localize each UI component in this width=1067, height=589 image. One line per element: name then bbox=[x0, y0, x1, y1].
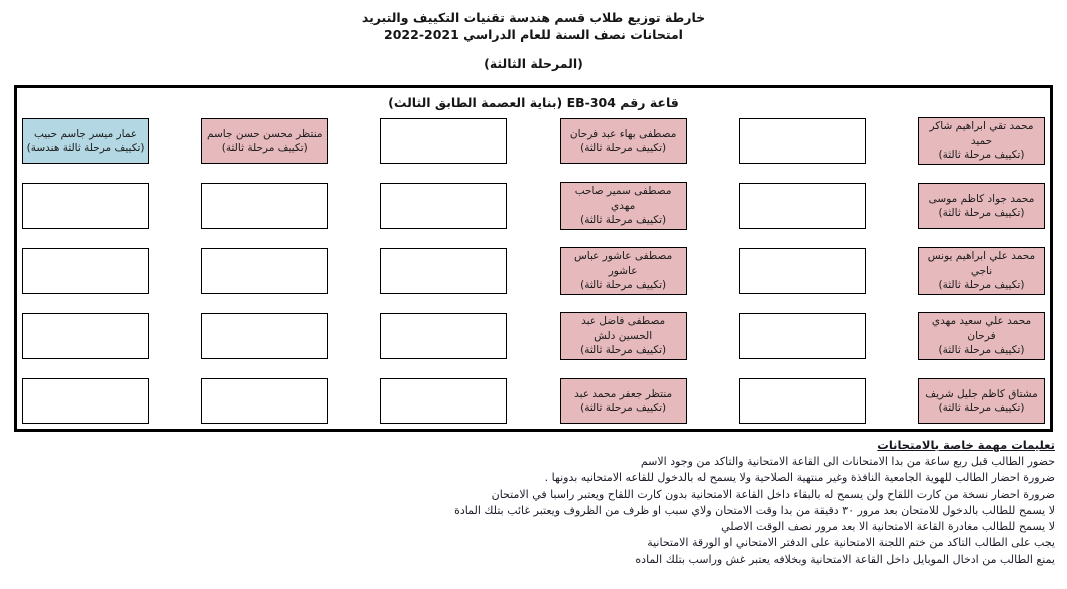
seat-box-pink bbox=[560, 247, 687, 294]
seat-box-blue bbox=[22, 118, 149, 164]
student-program: (تكييف مرحلة ثالثة) bbox=[580, 279, 667, 292]
seat-box-pink bbox=[918, 312, 1045, 359]
student-name: مشتاق كاظم جليل شريف bbox=[925, 387, 1038, 400]
stage-label: (المرحلة الثالثة) bbox=[484, 56, 583, 71]
student-name: محمد علي سعيد مهدي فرحان bbox=[931, 315, 1032, 342]
student-name: منتظر جعفر محمد عبد bbox=[574, 387, 673, 400]
seat-box-empty bbox=[22, 313, 149, 359]
instruction-line: لا يسمح للطالب مغادرة القاعة الامتحانية الا بعد مرور نصف الوقت الاصلي bbox=[721, 520, 1055, 534]
student-program: (تكييف مرحلة ثالثة) bbox=[938, 149, 1025, 162]
seat-box-pink bbox=[918, 117, 1045, 164]
seat-box-empty bbox=[201, 313, 328, 359]
student-program: (تكييف مرحلة ثالثة) bbox=[938, 402, 1025, 414]
page-title-line1: خارطة توزيع طلاب قسم هندسة تقنيات التكييف والتبريد bbox=[361, 10, 706, 25]
student-name: مصطفى سمير صاحب مهدي bbox=[574, 185, 672, 212]
student-program: (تكييف مرحلة ثالثة) bbox=[938, 207, 1025, 219]
seat-box-pink bbox=[918, 183, 1045, 229]
seat-box-pink bbox=[201, 118, 328, 164]
student-program: (تكييف مرحلة ثالثة) bbox=[580, 344, 667, 357]
seat-box-pink bbox=[560, 182, 687, 229]
seat-box-empty bbox=[22, 378, 149, 424]
seat-box-empty bbox=[380, 118, 507, 164]
student-program: (تكييف مرحلة ثالثة) bbox=[580, 214, 667, 227]
seat-box-pink bbox=[918, 378, 1045, 424]
student-name: منتظر محسن حسن جاسم bbox=[207, 127, 323, 140]
student-name: محمد علي ابراهيم يونس ناجي bbox=[927, 250, 1036, 277]
instructions-section bbox=[12, 437, 1055, 568]
student-name: محمد تقي ابراهيم شاكر حميد bbox=[929, 120, 1034, 147]
student-name: مصطفى فاضل عبد الحسين دلش bbox=[581, 315, 666, 342]
student-name: محمد جواد كاظم موسى bbox=[928, 192, 1035, 205]
instruction-line: يجب على الطالب التاكد من ختم اللجنة الامتحانية على الدفتر الامتحاني او الورقة الامتحانية bbox=[647, 536, 1055, 550]
seat-box-empty bbox=[380, 248, 507, 294]
seat-box-empty bbox=[201, 248, 328, 294]
seat-box-empty bbox=[739, 248, 866, 294]
instructions-header: تعليمات مهمة خاصة بالامتحانات bbox=[877, 438, 1055, 452]
student-program: (تكييف مرحلة ثالثة) bbox=[938, 279, 1025, 292]
seat-box-empty bbox=[380, 183, 507, 229]
instruction-line: لا يسمح للطالب بالدخول للامتحان بعد مرور ٣٠ دقيقة من بدا وقت الامتحان ولاي سبب او ظرف من الظروف ويعتبر غائب بتلك المادة bbox=[454, 503, 1055, 517]
student-program: (تكييف مرحلة ثالثة هندسة) bbox=[26, 142, 145, 154]
seat-box-empty bbox=[201, 378, 328, 424]
student-name: مصطفى عاشور عباس عاشور bbox=[573, 250, 673, 277]
seat-box-pink bbox=[918, 247, 1045, 294]
student-program: (تكييف مرحلة ثالثة) bbox=[938, 344, 1025, 357]
student-program: (تكييف مرحلة ثالثة) bbox=[221, 142, 308, 154]
seat-box-empty bbox=[380, 313, 507, 359]
seat-box-empty bbox=[201, 183, 328, 229]
seat-box-empty bbox=[739, 183, 866, 229]
seat-box-empty bbox=[380, 378, 507, 424]
seat-box-pink bbox=[560, 312, 687, 359]
seat-box-empty bbox=[739, 378, 866, 424]
student-name: مصطفى بهاء عبد فرحان bbox=[569, 127, 677, 140]
student-program: (تكييف مرحلة ثالثة) bbox=[580, 142, 667, 154]
instruction-line: ضرورة احضار الطالب للهوية الجامعية النافذة وغير منتهية الصلاحية ولا يسمح له بالدخول للقاعه الامتحانيه بدونها . bbox=[544, 471, 1055, 485]
seat-box-pink bbox=[560, 378, 687, 424]
seat-box-empty bbox=[22, 248, 149, 294]
seat-box-empty bbox=[739, 118, 866, 164]
instruction-line: حضور الطالب قبل ربع ساعة من بدا الامتحانات الى القاعة الامتحانية والتاكد من وجود الاسم bbox=[640, 455, 1055, 468]
seat-box-empty bbox=[22, 183, 149, 229]
student-name: عمار ميسر جاسم حبيب bbox=[33, 127, 138, 140]
hall-title: قاعة رقم EB-304 (بناية العصمة الطابق الثالث) bbox=[388, 95, 679, 110]
seat-box-empty bbox=[739, 313, 866, 359]
exam-hall-box bbox=[14, 85, 1053, 432]
seat-grid bbox=[17, 118, 1050, 424]
page-title-line2: امتحانات نصف السنة للعام الدراسي 2021‏-‏2022 bbox=[384, 27, 683, 42]
student-program: (تكييف مرحلة ثالثة) bbox=[580, 402, 667, 414]
seat-box-pink bbox=[560, 118, 687, 164]
instructions-list bbox=[12, 454, 1055, 568]
page-header bbox=[0, 9, 1067, 72]
instruction-line: يمنع الطالب من ادخال الموبايل داخل القاعة الامتحانية وبخلافه يعتبر غش وراسب بتلك الماده bbox=[635, 552, 1055, 566]
instruction-line: ضرورة احضار نسخة من كارت اللقاح ولن يسمح له بالبقاء داخل القاعة الامتحانية بدون كارت اللقاح ويعتبر راسبا في الامتحان bbox=[491, 487, 1055, 501]
